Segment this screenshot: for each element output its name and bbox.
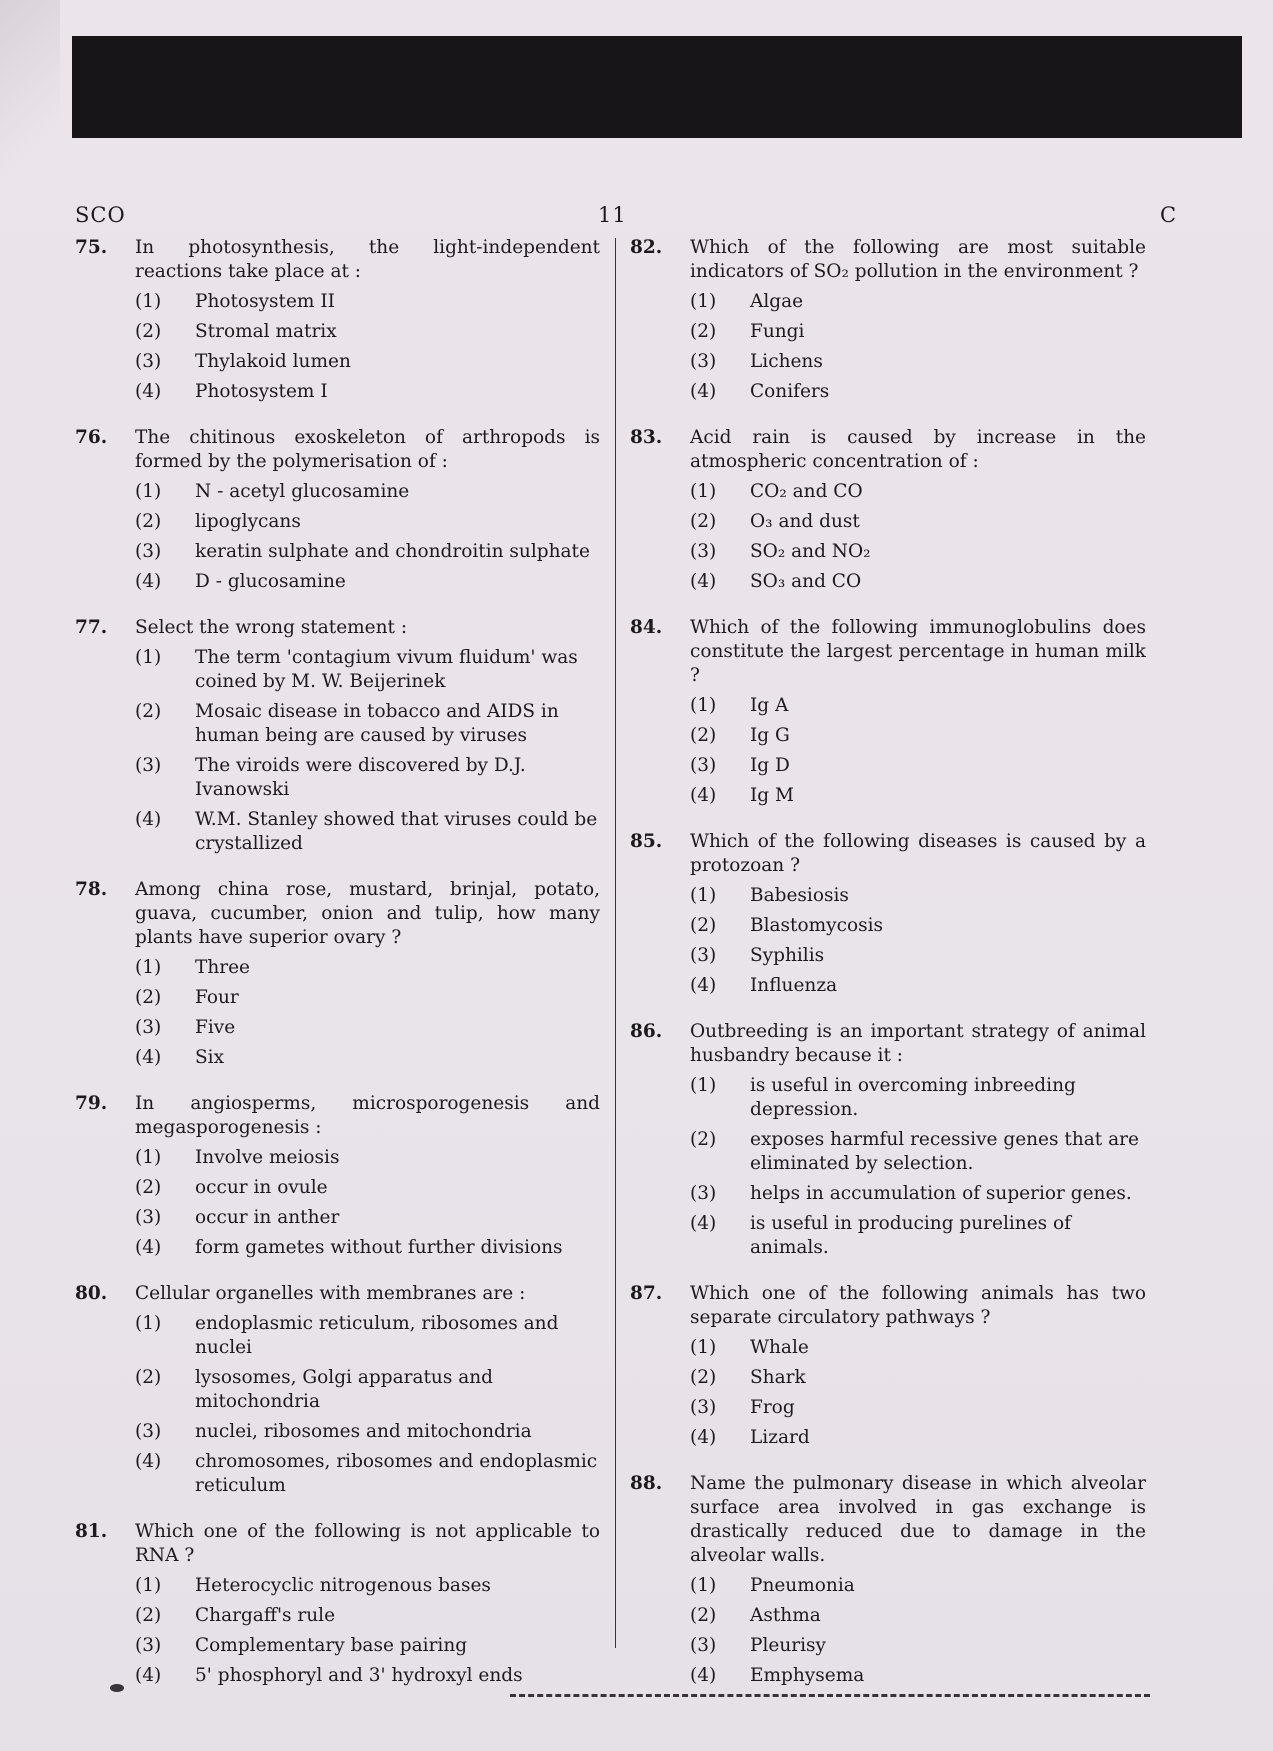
answer-option[interactable] [690,1396,1146,1420]
option-number: (4) [690,381,717,402]
answer-option[interactable] [135,1634,600,1658]
option-text: Asthma [750,1605,821,1626]
question [630,616,1146,808]
answer-option[interactable] [690,480,1146,504]
option-text: helps in accumulation of superior genes. [750,1183,1132,1204]
answer-option[interactable] [135,1604,600,1628]
option-text: endoplasmic reticulum, ribosomes and nuclei [195,1313,559,1358]
option-number: (1) [690,885,717,906]
question-number: 75. [75,237,108,258]
question-number: 76. [75,427,108,448]
option-number: (4) [690,975,717,996]
option-text: nuclei, ribosomes and mitochondria [195,1421,532,1442]
question-text: Which one of the following is not applicable to RNA ? [135,1521,600,1566]
option-number: (2) [690,1367,717,1388]
options-list [135,956,600,1070]
option-number: (2) [690,511,717,532]
option-text: Photosystem II [195,291,335,312]
option-number: (1) [135,291,162,312]
answer-option[interactable] [690,350,1146,374]
option-number: (1) [690,1337,717,1358]
option-text: Stromal matrix [195,321,337,342]
answer-option[interactable] [690,884,1146,908]
option-text: form gametes without further divisions [195,1237,563,1258]
answer-option[interactable] [135,320,600,344]
options-list [135,480,600,594]
option-text: Influenza [750,975,838,996]
option-number: (1) [135,647,162,668]
question [75,1282,600,1498]
option-text: Ig M [750,785,794,806]
answer-option[interactable] [690,1634,1146,1658]
option-text: exposes harmful recessive genes that are eliminated by selection. [750,1129,1139,1174]
answer-option[interactable] [690,914,1146,938]
option-number: (3) [135,1635,162,1656]
answer-option[interactable] [135,1016,600,1040]
option-number: (1) [690,695,717,716]
answer-option[interactable] [135,808,600,856]
answer-option[interactable] [135,570,600,594]
answer-option[interactable] [690,1128,1146,1176]
option-text: Mosaic disease in tobacco and AIDS in human being are caused by viruses [195,701,559,746]
scan-black-bar [72,36,1242,138]
options-list [135,1146,600,1260]
option-text: Frog [750,1397,795,1418]
option-number: (2) [135,1605,162,1626]
answer-option[interactable] [135,1664,600,1688]
option-text: Photosystem I [195,381,328,402]
option-number: (1) [690,1575,717,1596]
question-number: 82. [630,237,663,258]
answer-option[interactable] [690,540,1146,564]
option-text: Lichens [750,351,823,372]
left-column [75,236,600,1688]
option-text: Complementary base pairing [195,1635,468,1656]
option-number: (3) [135,755,162,776]
option-text: lipoglycans [195,511,301,532]
option-number: (2) [690,725,717,746]
option-number: (3) [690,1397,717,1418]
answer-option[interactable] [690,784,1146,808]
option-number: (2) [135,701,162,722]
options-list [690,1074,1146,1260]
option-text: Four [195,987,239,1008]
option-number: (1) [690,291,717,312]
option-number: (3) [135,1207,162,1228]
question [75,1092,600,1260]
option-number: (4) [135,381,162,402]
question-number: 78. [75,879,108,900]
option-number: (3) [690,351,717,372]
option-text: Lizard [750,1427,810,1448]
option-number: (3) [135,1017,162,1038]
options-list [690,694,1146,808]
answer-option[interactable] [135,1206,600,1230]
question-text: Select the wrong statement : [135,617,408,638]
answer-option[interactable] [135,700,600,748]
options-list [690,1336,1146,1450]
footer-mark [110,1684,124,1692]
answer-option[interactable] [690,290,1146,314]
option-text: Syphilis [750,945,825,966]
option-text: keratin sulphate and chondroitin sulphate [195,541,590,562]
question-number: 85. [630,831,663,852]
right-column [630,236,1146,1688]
option-text: N - acetyl glucosamine [195,481,410,502]
question [630,1472,1146,1688]
answer-option[interactable] [690,510,1146,534]
footer-line [510,1688,1150,1697]
option-number: (3) [690,945,717,966]
answer-option[interactable] [135,986,600,1010]
option-number: (1) [135,1313,162,1334]
question [630,236,1146,404]
option-text: Five [195,1017,236,1038]
question [75,426,600,594]
answer-option[interactable] [135,1366,600,1414]
answer-option[interactable] [135,290,600,314]
option-text: Six [195,1047,225,1068]
answer-option[interactable] [690,1336,1146,1360]
option-text: is useful in overcoming inbreeding depression. [750,1075,1076,1120]
option-number: (2) [135,1367,162,1388]
option-number: (2) [135,511,162,532]
answer-option[interactable] [135,1046,600,1070]
option-text: Conifers [750,381,830,402]
option-number: (4) [135,1237,162,1258]
option-text: D - glucosamine [195,571,346,592]
option-number: (1) [135,1575,162,1596]
option-number: (3) [690,1635,717,1656]
option-text: Involve meiosis [195,1147,340,1168]
options-list [690,884,1146,998]
page-number: 11 [598,203,627,227]
option-text: Shark [750,1367,806,1388]
option-number: (1) [690,1075,717,1096]
question-number: 83. [630,427,663,448]
option-number: (2) [135,321,162,342]
option-number: (2) [135,1177,162,1198]
option-number: (3) [135,541,162,562]
answer-option[interactable] [135,1146,600,1170]
answer-option[interactable] [135,380,600,404]
answer-option[interactable] [135,350,600,374]
option-text: O₃ and dust [750,511,860,532]
answer-option[interactable] [690,1574,1146,1598]
answer-option[interactable] [690,320,1146,344]
question-text: In angiosperms, microsporogenesis and megasporogenesis : [135,1093,600,1138]
option-text: Emphysema [750,1665,865,1686]
question-number: 81. [75,1521,108,1542]
header-code: SCO [75,203,126,227]
option-text: Chargaff's rule [195,1605,336,1626]
answer-option[interactable] [690,1182,1146,1206]
options-list [135,290,600,404]
answer-option[interactable] [135,1450,600,1498]
question [630,830,1146,998]
option-number: (4) [135,571,162,592]
option-number: (4) [690,571,717,592]
question [630,1282,1146,1450]
option-text: The term 'contagium vivum fluidum' was coined by M. W. Beijerinek [195,647,578,692]
question-number: 87. [630,1283,663,1304]
option-number: (4) [135,1047,162,1068]
column-divider [615,238,616,1648]
option-text: Heterocyclic nitrogenous bases [195,1575,491,1596]
question-text: Name the pulmonary disease in which alveolar surface area involved in gas exchange is drastically reduced due to damage in the alveolar walls. [690,1473,1146,1566]
option-text: Algae [750,291,804,312]
option-text: chromosomes, ribosomes and endoplasmic reticulum [195,1451,598,1496]
option-number: (3) [690,1183,717,1204]
option-text: Babesiosis [750,885,849,906]
answer-option[interactable] [690,1664,1146,1688]
answer-option[interactable] [135,956,600,980]
answer-option[interactable] [690,1074,1146,1122]
option-text: Pleurisy [750,1635,826,1656]
option-text: W.M. Stanley showed that viruses could be crystallized [195,809,598,854]
answer-option[interactable] [135,1236,600,1260]
question-number: 86. [630,1021,663,1042]
option-text: Ig D [750,755,790,776]
option-text: Whale [750,1337,809,1358]
question [75,1520,600,1688]
option-number: (2) [690,915,717,936]
option-number: (2) [135,987,162,1008]
answer-option[interactable] [690,1366,1146,1390]
option-number: (3) [135,351,162,372]
option-text: CO₂ and CO [750,481,863,502]
answer-option[interactable] [690,380,1146,404]
option-number: (1) [135,481,162,502]
option-text: Fungi [750,321,805,342]
question-text: Which of the following immunoglobulins does constitute the largest percentage in human milk ? [690,617,1146,686]
answer-option[interactable] [135,540,600,564]
options-list [135,646,600,856]
question-text: Cellular organelles with membranes are : [135,1283,526,1304]
question-text: Among china rose, mustard, brinjal, potato, guava, cucumber, onion and tulip, how many plants have superior ovary ? [135,879,600,948]
option-text: occur in ovule [195,1177,328,1198]
booklet-code: C [1160,203,1178,227]
question-text: Acid rain is caused by increase in the atmospheric concentration of : [690,427,1146,472]
option-number: (4) [135,809,162,830]
answer-option[interactable] [135,1420,600,1444]
option-number: (3) [690,541,717,562]
question [75,616,600,856]
option-text: Ig G [750,725,790,746]
answer-option[interactable] [690,694,1146,718]
options-list [690,290,1146,404]
option-number: (4) [690,1427,717,1448]
options-list [690,480,1146,594]
answer-option[interactable] [135,646,600,694]
option-text: lysosomes, Golgi apparatus and mitochondria [195,1367,493,1412]
options-list [135,1574,600,1688]
option-number: (4) [135,1451,162,1472]
question-number: 80. [75,1283,108,1304]
question [75,878,600,1070]
answer-option[interactable] [135,510,600,534]
option-number: (4) [690,1665,717,1686]
option-number: (1) [135,1147,162,1168]
option-text: SO₃ and CO [750,571,862,592]
question-text: In photosynthesis, the light-independent reactions take place at : [135,237,600,282]
question-number: 77. [75,617,108,638]
question-text: Outbreeding is an important strategy of animal husbandry because it : [690,1021,1146,1066]
question [630,1020,1146,1260]
options-list [690,1574,1146,1688]
option-number: (3) [135,1421,162,1442]
option-number: (2) [690,1605,717,1626]
option-number: (3) [690,755,717,776]
question-text: Which one of the following animals has two separate circulatory pathways ? [690,1283,1146,1328]
answer-option[interactable] [135,1176,600,1200]
answer-option[interactable] [690,1604,1146,1628]
answer-option[interactable] [690,1212,1146,1260]
answer-option[interactable] [135,754,600,802]
option-text: Three [195,957,250,978]
option-text: Pneumonia [750,1575,855,1596]
answer-option[interactable] [135,1574,600,1598]
answer-option[interactable] [690,974,1146,998]
question-text: Which of the following are most suitable indicators of SO₂ pollution in the environment ? [690,237,1146,282]
question-number: 84. [630,617,663,638]
option-text: SO₂ and NO₂ [750,541,871,562]
option-text: Thylakoid lumen [195,351,351,372]
question-text: The chitinous exoskeleton of arthropods is formed by the polymerisation of : [135,427,600,472]
answer-option[interactable] [690,570,1146,594]
option-text: The viroids were discovered by D.J. Ivanowski [195,755,526,800]
question-number: 79. [75,1093,108,1114]
option-text: is useful in producing purelines of animals. [750,1213,1072,1258]
answer-option[interactable] [690,754,1146,778]
answer-option[interactable] [690,724,1146,748]
question-number: 88. [630,1473,663,1494]
options-list [135,1312,600,1498]
question-text: Which of the following diseases is caused by a protozoan ? [690,831,1146,876]
question [75,236,600,404]
option-number: (4) [690,1213,717,1234]
option-number: (4) [690,785,717,806]
option-number: (2) [690,1129,717,1150]
answer-option[interactable] [690,944,1146,968]
option-number: (1) [690,481,717,502]
question [630,426,1146,594]
answer-option[interactable] [690,1426,1146,1450]
answer-option[interactable] [135,480,600,504]
option-text: Ig A [750,695,789,716]
scan-edge-shadow [0,0,60,200]
option-number: (1) [135,957,162,978]
option-number: (4) [135,1665,162,1686]
answer-option[interactable] [135,1312,600,1360]
option-text: occur in anther [195,1207,340,1228]
option-number: (2) [690,321,717,342]
option-text: 5' phosphoryl and 3' hydroxyl ends [195,1665,523,1686]
option-text: Blastomycosis [750,915,884,936]
